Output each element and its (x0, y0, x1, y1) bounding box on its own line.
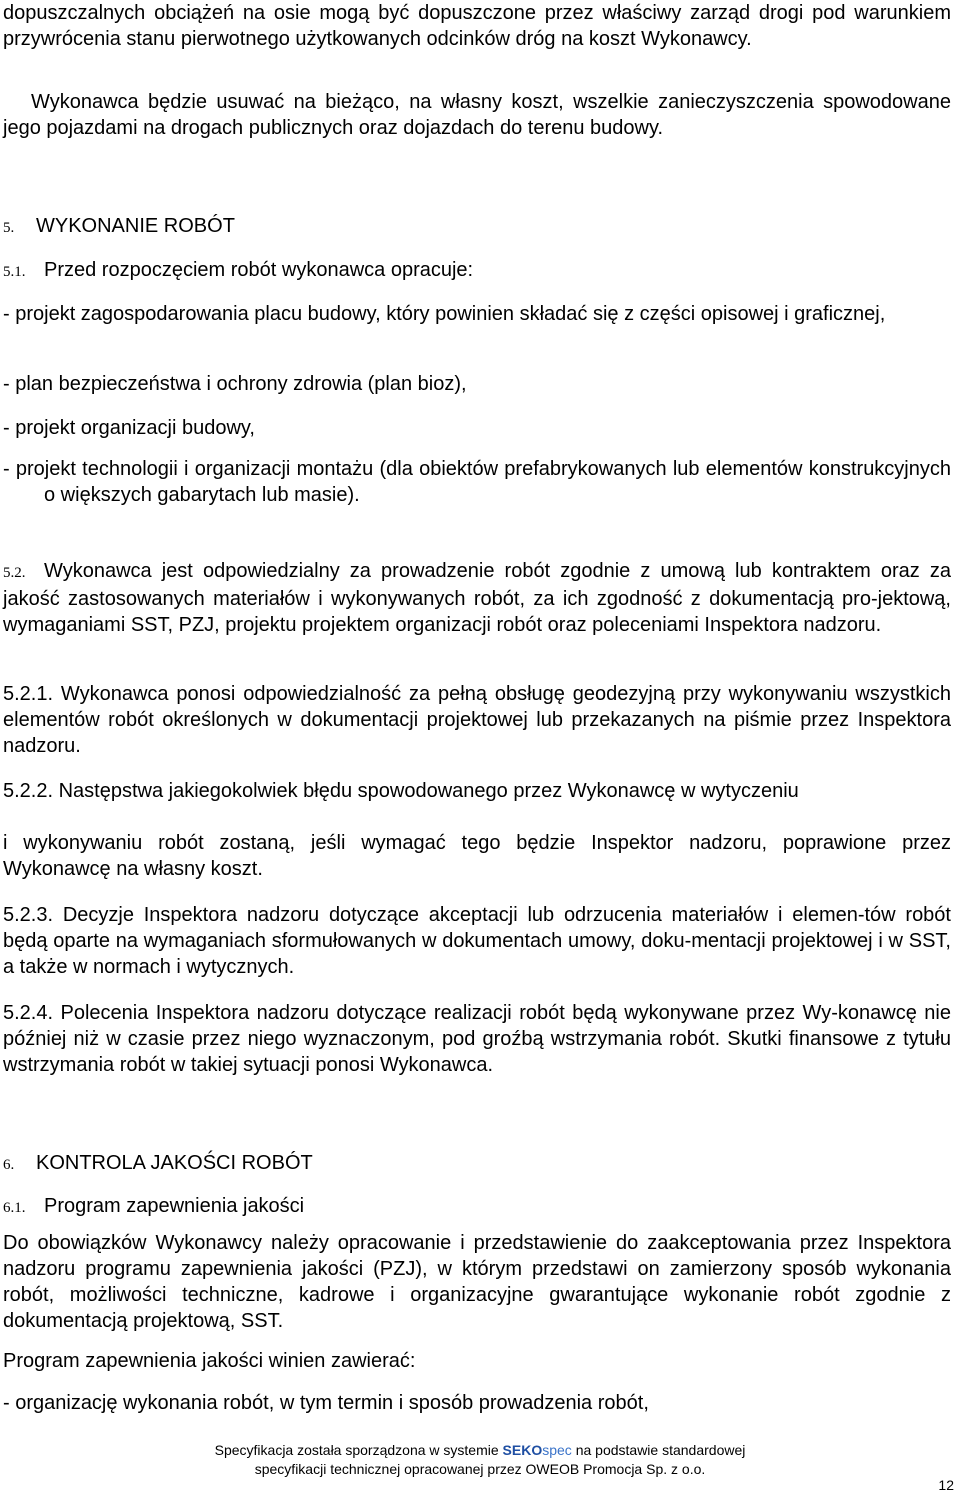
page-footer (0, 1441, 960, 1479)
subsection-5-1-heading (3, 257, 473, 285)
subsection-6-1-number: 6.1. (3, 1200, 26, 1216)
paragraph-5-2-1: 5.2.1. Wykonawca ponosi odpowiedzialność za pełną obsługę geodezyjną przy wykonywaniu wszystkich elementów robót określonych w dokumentacji projektowej lub przekazanych na piśmie przez Inspektora nadzoru. (3, 683, 951, 757)
section-5-heading (3, 213, 235, 241)
list-item: - plan bezpieczeństwa i ochrony zdrowia (plan bioz), (3, 373, 467, 395)
section-6-title: KONTROLA JAKOŚCI ROBÓT (36, 1152, 313, 1174)
paragraph-5-2-2-a: 5.2.2. Następstwa jakiegokolwiek błędu spowodowanego przez Wykonawcę w wytyczeniu (3, 780, 799, 802)
footer-text-before: Specyfikacja została sporządzona w systemie (214, 1442, 499, 1458)
paragraph-cleaning: Wykonawca będzie usuwać na bieżąco, na własny koszt, wszelkie zanieczyszczenia spowodowane jego pojazdami na drogach publicznych oraz dojazdach do terenu budowy. (3, 91, 951, 139)
paragraph-6-1-program: Program zapewnienia jakości winien zawierać: (3, 1350, 416, 1372)
subsection-5-1-text: Przed rozpoczęciem robót wykonawca opracuje: (44, 259, 474, 281)
list-item: - projekt technologii i organizacji montażu (dla obiektów prefabrykowanych lub elementów konstrukcyjnych o większych gabarytach lub masie). (3, 458, 951, 506)
list-item: - projekt zagospodarowania placu budowy, który powinien składać się z części opisowej i graficznej, (3, 303, 886, 325)
section-5-title: WYKONANIE ROBÓT (36, 215, 235, 237)
paragraph-5-2-2-b: i wykonywaniu robót zostaną, jeśli wymagać tego będzie Inspektor nadzoru, poprawione przez Wykonawcę na własny koszt. (3, 832, 951, 880)
paragraph-5-2 (3, 558, 951, 638)
footer-text-after: na podstawie standardowej (575, 1442, 746, 1458)
sekospec-logo (503, 1442, 572, 1458)
paragraph-continuation: dopuszczalnych obciążeń na osie mogą być dopuszczone przez właściwy zarząd drogi pod warunkiem przywrócenia stanu pierwotnego użytkowanych odcinków dróg na koszt Wykonawcy. (3, 2, 951, 50)
subsection-6-1-title: Program zapewnienia jakości (44, 1195, 305, 1217)
page-number: 12 (938, 1477, 954, 1493)
paragraph-6-1-body: Do obowiązków Wykonawcy należy opracowanie i przedstawienie do zaakceptowania przez Inspektora nadzoru programu zapewnienia jakości (PZJ), w którym przedstawi on zamierzony sposób wykonania robót, możliwości techniczne, kadrowe i organizacyjne gwarantujące wykonanie robót zgodnie z dokumentacją projektową, SST. (3, 1232, 951, 1332)
subsection-6-1-heading (3, 1193, 304, 1221)
paragraph-5-2-3: 5.2.3. Decyzje Inspektora nadzoru dotyczące akceptacji lub odrzucenia materiałów i elemen-tów robót będą oparte na wymaganiach sformułowanych w dokumentach umowy, doku-mentacji projektowej i w SST, a także w normach i wytycznych. (3, 904, 951, 978)
footer-line-2: specyfikacji technicznej opracowanej przez OWEOB Promocja Sp. z o.o. (254, 1461, 706, 1477)
section-5-number: 5. (3, 220, 15, 236)
sekospec-logo-strong: SEKO (502, 1442, 543, 1458)
subsection-5-2-text: Wykonawca jest odpowiedzialny za prowadzenie robót zgodnie z umową lub kontraktem oraz za jakość zastosowanych materiałów i wykonywanych robót, za ich zgodność z dokumentacją pro-jektową, wymaganiami SST, PZJ, projektu projektem organizacji robót oraz poleceniami Inspektora nadzoru. (3, 560, 951, 636)
paragraph-5-2-4: 5.2.4. Polecenia Inspektora nadzoru dotyczące realizacji robót będą wykonywane przez Wy-konawcę nie później niż w czasie przez niego wyznaczonym, pod groźbą wstrzymania robót. Skutki finansowe z tytułu wstrzymania robót w takiej sytuacji ponosi Wykonawca. (3, 1002, 951, 1076)
subsection-5-1-number: 5.1. (3, 264, 26, 280)
section-6-heading (3, 1150, 313, 1178)
list-item: - projekt organizacji budowy, (3, 417, 255, 439)
footer-line-1 (0, 1441, 960, 1460)
sekospec-logo-light: spec (542, 1442, 572, 1458)
section-6-number: 6. (3, 1157, 15, 1173)
list-item: - organizację wykonania robót, w tym termin i sposób prowadzenia robót, (3, 1392, 649, 1414)
subsection-5-2-number: 5.2. (3, 565, 26, 581)
